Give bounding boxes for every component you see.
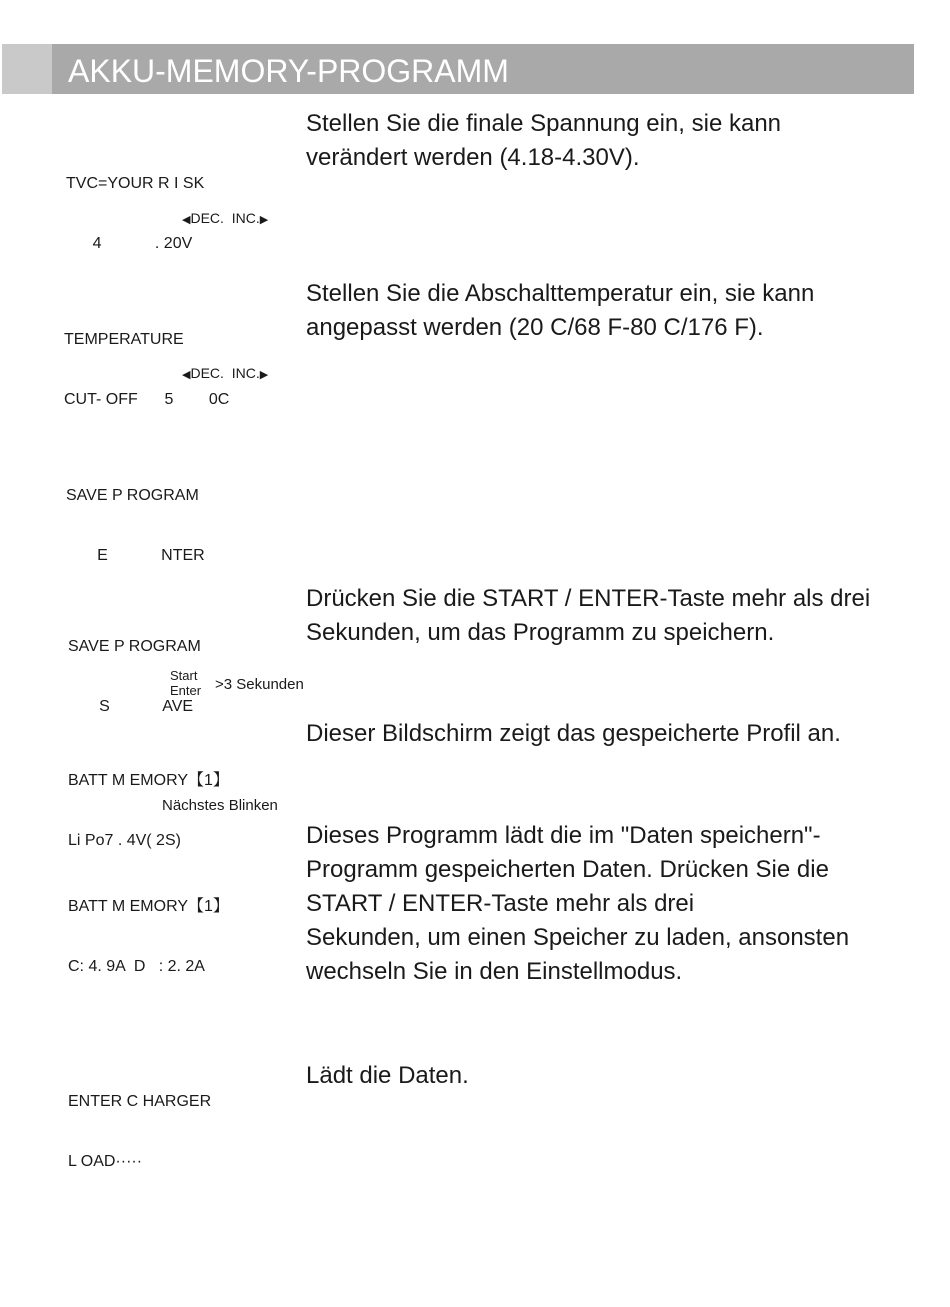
desc-line: Sekunden, um einen Speicher zu laden, ansonsten	[306, 924, 850, 951]
left-triangle-icon: ◀	[182, 214, 191, 226]
desc-line: verändert werden (4.18-4.30V).	[306, 144, 640, 171]
lcd-line: SAVE P ROGRAM	[66, 487, 199, 504]
lcd-line: E NTER	[66, 547, 205, 564]
page-title: AKKU-MEMORY-PROGRAMM	[68, 53, 509, 89]
desc-memory-load	[306, 819, 849, 989]
lcd-line: BATT M EMORY【1】	[68, 898, 229, 915]
desc-line: Stellen Sie die Abschalttemperatur ein, sie kann	[306, 280, 815, 307]
lcd-memory-load	[68, 857, 229, 997]
lcd-line: 4 . 20V	[66, 235, 193, 252]
lcd-save-enter	[66, 446, 205, 586]
desc-line: wechseln Sie in den Einstellmodus.	[306, 958, 683, 985]
lcd-charger-load	[68, 1052, 211, 1192]
start-label: Start	[170, 668, 198, 683]
lcd-line: TVC=YOUR R I SK	[66, 175, 205, 192]
start-enter-key	[170, 668, 201, 698]
next-blink-label: Nächstes Blinken	[162, 797, 278, 814]
lcd-line: Li Po7 . 4V( 2S)	[68, 832, 181, 849]
desc-line: Lädt die Daten.	[306, 1062, 469, 1089]
lcd-voltage	[66, 134, 204, 274]
desc-line: Sekunden, um das Programm zu speichern.	[306, 619, 775, 646]
desc-line: START / ENTER-Taste mehr als drei	[306, 890, 695, 917]
right-triangle-icon: ▶	[259, 369, 269, 381]
nav-temperature	[182, 365, 268, 381]
inc-label: INC.	[231, 365, 260, 381]
lcd-line: BATT M EMORY【1】	[68, 772, 229, 789]
left-triangle-icon: ◀	[182, 369, 191, 381]
section-header	[2, 44, 914, 94]
lcd-save-save	[68, 597, 201, 737]
lcd-line: S AVE	[68, 698, 194, 715]
lcd-line: TEMPERATURE	[64, 331, 184, 348]
lcd-line: L OAD·····	[68, 1153, 143, 1170]
desc-line: Stellen Sie die finale Spannung ein, sie kann	[306, 110, 782, 137]
lcd-line: SAVE P ROGRAM	[68, 638, 201, 655]
nav-voltage	[182, 210, 268, 226]
desc-charger-load	[306, 1059, 469, 1093]
desc-save	[306, 582, 870, 650]
lcd-line: CUT- OFF 5 0C	[64, 391, 230, 408]
header-accent	[2, 44, 52, 94]
desc-memory-profile	[306, 717, 841, 751]
lcd-temperature	[64, 290, 229, 430]
desc-line: angepasst werden (20 C/68 F-80 C/176 F).	[306, 314, 764, 341]
enter-label: Enter	[170, 683, 202, 698]
desc-line: Drücken Sie die START / ENTER-Taste mehr als drei	[306, 585, 871, 612]
desc-line: Dieser Bildschirm zeigt das gespeicherte Profil an.	[306, 720, 841, 747]
lcd-line: C: 4. 9A D : 2. 2A	[68, 958, 205, 975]
desc-line: Dieses Programm lädt die im "Daten speichern"-	[306, 822, 821, 849]
dec-label: DEC.	[190, 210, 224, 226]
desc-temperature	[306, 277, 814, 345]
desc-voltage	[306, 107, 781, 175]
lcd-line: ENTER C HARGER	[68, 1093, 212, 1110]
right-triangle-icon: ▶	[259, 214, 269, 226]
dec-label: DEC.	[190, 365, 224, 381]
hold-duration: >3 Sekunden	[215, 676, 304, 693]
inc-label: INC.	[231, 210, 260, 226]
desc-line: Programm gespeicherten Daten. Drücken Sie die	[306, 856, 829, 883]
